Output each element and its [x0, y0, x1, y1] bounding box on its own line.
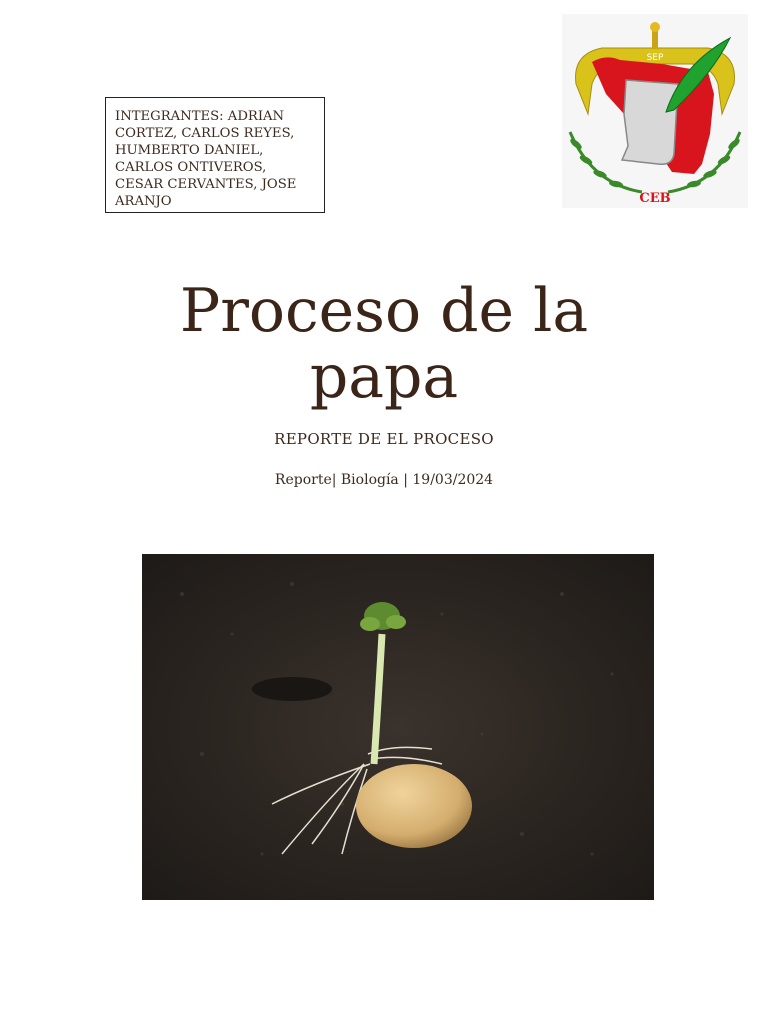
members-box — [105, 97, 325, 213]
logo-ribbon-text: SEP — [646, 53, 664, 63]
subtitle: REPORTE DE EL PROCESO — [274, 430, 494, 448]
school-logo — [562, 14, 748, 208]
cover-photo — [142, 554, 654, 900]
page-title — [0, 278, 768, 410]
title-line-1: Proceso de la — [179, 276, 589, 346]
report-meta: Reporte| Biología | 19/03/2024 — [274, 472, 494, 488]
logo-text: CEB — [639, 191, 671, 206]
members-text: INTEGRANTES: ADRIAN CORTEZ, CARLOS REYES, HUMBERTO DANIEL, CARLOS ONTIVEROS, CESAR CERVANTES, JOSE ARANJO — [115, 109, 297, 209]
title-line-2: papa — [309, 342, 459, 412]
